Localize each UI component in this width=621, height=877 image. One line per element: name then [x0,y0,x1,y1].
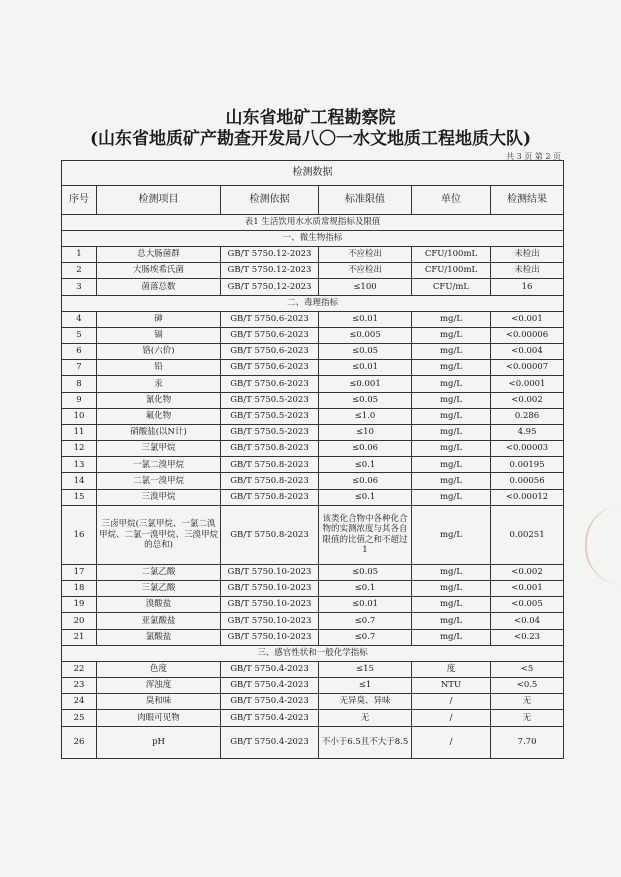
table-row [62,505,564,564]
cell-result: 4.95 [491,424,564,440]
column-header-item: 检测项目 [97,186,221,215]
cell-basis: GB/T 5750.10-2023 [221,564,319,580]
cell-limit: ≤100 [319,279,412,295]
cell-no: 4 [62,311,97,327]
cell-no: 20 [62,613,97,629]
cell-basis: GB/T 5750.6-2023 [221,343,319,359]
cell-limit: ≤0.001 [319,376,412,392]
table-row [62,677,564,693]
cell-no: 16 [62,505,97,564]
cell-limit: ≤0.01 [319,360,412,376]
cell-basis: GB/T 5750.4-2023 [221,661,319,677]
cell-basis: GB/T 5750.12-2023 [221,279,319,295]
cell-basis: GB/T 5750.4-2023 [221,694,319,710]
cell-unit: mg/L [412,424,491,440]
cell-no: 17 [62,564,97,580]
cell-unit: / [412,710,491,726]
cell-basis: GB/T 5750.12-2023 [221,263,319,279]
cell-result: <0.001 [491,581,564,597]
cell-basis: GB/T 5750.6-2023 [221,311,319,327]
cell-limit: ≤0.05 [319,564,412,580]
cell-unit: NTU [412,677,491,693]
cell-item: 镉 [97,327,221,343]
cell-no: 18 [62,581,97,597]
table-row [62,710,564,726]
cell-basis: GB/T 5750.10-2023 [221,629,319,645]
cell-unit: mg/L [412,376,491,392]
cell-item: 三溴甲烷 [97,489,221,505]
section-title: 一、微生物指标 [62,231,564,247]
cell-item: 氟化物 [97,408,221,424]
cell-limit: ≤15 [319,661,412,677]
table-row [62,597,564,613]
table-row [62,473,564,489]
cell-item: 氯酸盐 [97,629,221,645]
table-row [62,311,564,327]
table-title: 检测数据 [62,161,564,186]
cell-result: 16 [491,279,564,295]
cell-result: 未检出 [491,263,564,279]
cell-no: 10 [62,408,97,424]
table-row [62,613,564,629]
cell-item: pH [97,726,221,758]
table-row [62,247,564,263]
cell-unit: mg/L [412,441,491,457]
cell-limit: ≤0.1 [319,581,412,597]
cell-unit: mg/L [412,581,491,597]
cell-limit: ≤1 [319,677,412,693]
table-row [62,279,564,295]
column-header-no: 序号 [62,186,97,215]
cell-item: 一氯二溴甲烷 [97,457,221,473]
cell-item: 菌落总数 [97,279,221,295]
section-title: 二、毒理指标 [62,295,564,311]
cell-limit: ≤0.1 [319,489,412,505]
table-row [62,629,564,645]
cell-item: 硝酸盐(以N计) [97,424,221,440]
cell-result: 0.00251 [491,505,564,564]
cell-basis: GB/T 5750.4-2023 [221,677,319,693]
table-row [62,581,564,597]
cell-item: 大肠埃希氏菌 [97,263,221,279]
cell-basis: GB/T 5750.8-2023 [221,473,319,489]
cell-result: 无 [491,694,564,710]
cell-result: 0.00056 [491,473,564,489]
org-name: 山东省地矿工程勘察院 [225,108,396,128]
cell-item: 砷 [97,311,221,327]
table-row [62,661,564,677]
table-row [62,694,564,710]
cell-item: 铬(六价) [97,343,221,359]
cell-no: 13 [62,457,97,473]
cell-no: 21 [62,629,97,645]
cell-limit: ≤10 [319,424,412,440]
cell-limit: ≤0.01 [319,597,412,613]
cell-limit: ≤0.01 [319,311,412,327]
cell-result: <0.00006 [491,327,564,343]
cell-item: 汞 [97,376,221,392]
cell-basis: GB/T 5750.6-2023 [221,360,319,376]
cell-limit: ≤0.7 [319,613,412,629]
test-data-table [61,160,564,759]
cell-result: <0.002 [491,564,564,580]
table-row [62,263,564,279]
cell-limit: 该类化合物中各种化合物的实测浓度与其各自限值的比值之和不超过1 [319,505,412,564]
cell-result: 0.286 [491,408,564,424]
cell-item: 铅 [97,360,221,376]
cell-item: 浑浊度 [97,677,221,693]
cell-no: 24 [62,694,97,710]
cell-item: 氰化物 [97,392,221,408]
cell-no: 1 [62,247,97,263]
cell-basis: GB/T 5750.4-2023 [221,726,319,758]
cell-unit: mg/L [412,629,491,645]
cell-basis: GB/T 5750.8-2023 [221,441,319,457]
table-row [62,424,564,440]
cell-result: <0.23 [491,629,564,645]
table-row [62,441,564,457]
cell-unit: mg/L [412,505,491,564]
cell-no: 25 [62,710,97,726]
cell-no: 26 [62,726,97,758]
cell-basis: GB/T 5750.10-2023 [221,597,319,613]
cell-unit: / [412,726,491,758]
cell-item: 总大肠菌群 [97,247,221,263]
section-row [62,295,564,311]
red-seal-stamp [585,505,621,585]
cell-result: <0.00007 [491,360,564,376]
cell-limit: 无 [319,710,412,726]
cell-result: <0.002 [491,392,564,408]
table-row [62,726,564,758]
cell-basis: GB/T 5750.4-2023 [221,710,319,726]
cell-limit: ≤0.7 [319,629,412,645]
column-header-basis: 检测依据 [221,186,319,215]
section-row [62,231,564,247]
cell-result: <0.04 [491,613,564,629]
cell-result: <0.004 [491,343,564,359]
cell-unit: mg/L [412,311,491,327]
cell-no: 7 [62,360,97,376]
table-row [62,343,564,359]
cell-unit: mg/L [412,392,491,408]
cell-limit: ≤0.05 [319,392,412,408]
cell-unit: mg/L [412,597,491,613]
cell-no: 2 [62,263,97,279]
cell-result: <0.0001 [491,376,564,392]
cell-unit: mg/L [412,408,491,424]
table-row [62,392,564,408]
cell-unit: mg/L [412,473,491,489]
table-row [62,408,564,424]
cell-basis: GB/T 5750.6-2023 [221,376,319,392]
cell-no: 5 [62,327,97,343]
cell-item: 臭和味 [97,694,221,710]
cell-no: 6 [62,343,97,359]
cell-result: <0.5 [491,677,564,693]
cell-limit: 不应检出 [319,263,412,279]
cell-limit: ≤0.1 [319,457,412,473]
cell-item: 二氯乙酸 [97,564,221,580]
section-row [62,645,564,661]
cell-no: 14 [62,473,97,489]
cell-unit: mg/L [412,457,491,473]
table-row [62,489,564,505]
cell-basis: GB/T 5750.8-2023 [221,489,319,505]
table-row [62,360,564,376]
cell-no: 23 [62,677,97,693]
cell-limit: 无异臭、异味 [319,694,412,710]
cell-basis: GB/T 5750.12-2023 [221,247,319,263]
cell-limit: 不小于6.5且不大于8.5 [319,726,412,758]
cell-unit: / [412,694,491,710]
cell-item: 亚氯酸盐 [97,613,221,629]
cell-result: <0.00012 [491,489,564,505]
cell-basis: GB/T 5750.10-2023 [221,613,319,629]
cell-item: 肉眼可见物 [97,710,221,726]
cell-no: 19 [62,597,97,613]
cell-result: <0.00003 [491,441,564,457]
cell-no: 9 [62,392,97,408]
cell-limit: 不应检出 [319,247,412,263]
table-row [62,564,564,580]
cell-unit: mg/L [412,489,491,505]
cell-basis: GB/T 5750.8-2023 [221,457,319,473]
cell-basis: GB/T 5750.5-2023 [221,408,319,424]
cell-basis: GB/T 5750.8-2023 [221,505,319,564]
cell-item: 二氯一溴甲烷 [97,473,221,489]
cell-item: 溴酸盐 [97,597,221,613]
cell-no: 8 [62,376,97,392]
cell-unit: 度 [412,661,491,677]
cell-item: 三氯甲烷 [97,441,221,457]
cell-item: 三氯乙酸 [97,581,221,597]
cell-basis: GB/T 5750.6-2023 [221,327,319,343]
cell-unit: mg/L [412,613,491,629]
column-header-limit: 标准限值 [319,186,412,215]
cell-result: <0.001 [491,311,564,327]
cell-limit: ≤0.005 [319,327,412,343]
cell-no: 11 [62,424,97,440]
cell-item: 色度 [97,661,221,677]
cell-limit: ≤1.0 [319,408,412,424]
cell-unit: CFU/100mL [412,263,491,279]
page-number: 共 3 页 第 2 页 [506,152,561,161]
cell-no: 15 [62,489,97,505]
section-title: 三、感官性状和一般化学指标 [62,645,564,661]
cell-result: <5 [491,661,564,677]
org-subtitle: (山东省地质矿产勘查开发局八〇一水文地质工程地质大队) [89,129,532,149]
column-header-result: 检测结果 [491,186,564,215]
cell-result: 未检出 [491,247,564,263]
cell-no: 22 [62,661,97,677]
cell-unit: mg/L [412,327,491,343]
cell-basis: GB/T 5750.5-2023 [221,392,319,408]
cell-unit: mg/L [412,360,491,376]
table-row [62,376,564,392]
table-caption: 表1 生活饮用水水质常规指标及限值 [62,215,564,231]
cell-basis: GB/T 5750.5-2023 [221,424,319,440]
cell-limit: ≤0.06 [319,441,412,457]
cell-no: 3 [62,279,97,295]
cell-unit: CFU/mL [412,279,491,295]
cell-basis: GB/T 5750.10-2023 [221,581,319,597]
cell-result: 7.70 [491,726,564,758]
cell-unit: mg/L [412,564,491,580]
cell-limit: ≤0.05 [319,343,412,359]
cell-limit: ≤0.06 [319,473,412,489]
table-row [62,327,564,343]
cell-no: 12 [62,441,97,457]
cell-result: 无 [491,710,564,726]
cell-unit: mg/L [412,343,491,359]
column-header-unit: 单位 [412,186,491,215]
cell-item: 三卤甲烷(三氯甲烷、一氯二溴甲烷、二氯一溴甲烷、三溴甲烷的总和) [97,505,221,564]
table-row [62,457,564,473]
cell-result: <0.005 [491,597,564,613]
cell-result: 0.00195 [491,457,564,473]
cell-unit: CFU/100mL [412,247,491,263]
